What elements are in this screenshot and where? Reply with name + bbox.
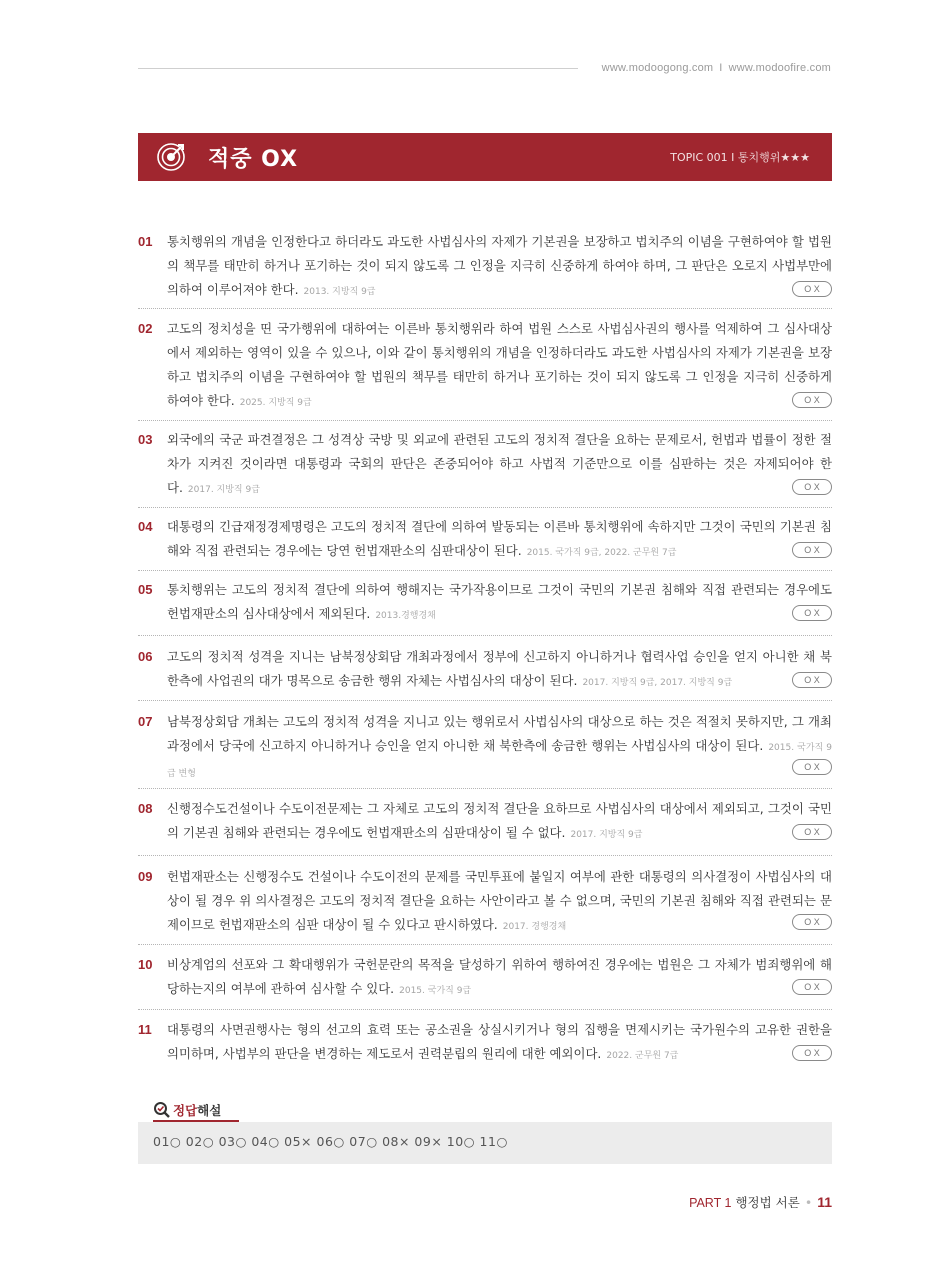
divider	[138, 507, 832, 508]
question-number: 06	[138, 649, 153, 664]
part-label: PART 1	[689, 1196, 732, 1210]
question-number: 09	[138, 869, 153, 884]
page-footer	[689, 1193, 832, 1211]
question-text: 외국에의 국군 파견결정은 그 성격상 국방 및 외교에 관련된 고도의 정치적 결단을 요하는 문제로서, 헌법과 법률이 정한 절차가 지켜진 것이라면 대통령과 국회의 판단은 존중되어야 하고 사법적 기준만으로 이를 심판하는 것은 자제되어야 한다. 2017. 지방직 9급	[167, 432, 832, 495]
divider	[138, 855, 832, 856]
question-source: 2017. 지방직 9급, 2017. 지방직 9급	[582, 678, 733, 688]
question-text: 헌법재판소는 신행정수도 건설이나 수도이전의 문제를 국민투표에 붙일지 여부에 관한 대통령의 의사결정이 사법심사의 대상이 될 경우 위 의사결정은 고도의 정치적 결단을 요하는 사안이라고 볼 수 없으며, 국민의 기본권 침해와 직접 관련되는 문제이므로 헌법재판소의 심판 대상이 될 수 있다고 판시하였다. 2017. 경행경채	[167, 869, 832, 932]
question-text: 통치행위는 고도의 정치적 결단에 의하여 행해지는 국가작용이므로 그것이 국민의 기본권 침해와 직접 관련되는 경우에도 헌법재판소의 심사대상에서 제외된다. 2013.경행경채	[167, 582, 832, 621]
ox-toggle[interactable]: O X	[792, 824, 832, 840]
divider	[138, 788, 832, 789]
ox-toggle[interactable]: O X	[792, 281, 832, 297]
topic-label: TOPIC 001 I 통치행위★★★	[670, 151, 810, 164]
divider	[138, 570, 832, 571]
ox-toggle[interactable]: O X	[792, 759, 832, 775]
question-text: 통치행위의 개념을 인정한다고 하더라도 과도한 사법심사의 자제가 기본권을 보장하고 법치주의 이념을 구현하여야 할 법원의 책무를 태만히 하거나 포기하는 것이 되지 않도록 그 인정을 지극히 신중하게 하여야 하며, 그 판단은 오로지 사법부만에 의하여 이루어져야 한다. 2013. 지방직 9급	[167, 234, 832, 297]
question-source: 2017. 지방직 9급	[187, 485, 260, 495]
question-number: 04	[138, 519, 153, 534]
ox-toggle[interactable]: O X	[792, 605, 832, 621]
target-icon	[156, 142, 186, 172]
ox-toggle[interactable]: O X	[792, 914, 832, 930]
question-text: 비상계엄의 선포와 그 확대행위가 국헌문란의 목적을 달성하기 위하여 행하여진 경우에는 법원은 그 자체가 범죄행위에 해당하는지의 여부에 관하여 심사할 수 있다. 2015. 국가직 9급	[167, 957, 832, 996]
question-source: 2015. 국가직 9급	[399, 986, 472, 996]
question-source: 2017. 경행경채	[502, 922, 567, 932]
ox-toggle[interactable]: O X	[792, 1045, 832, 1061]
question-source: 2013.경행경채	[375, 611, 436, 621]
answer-box	[138, 1122, 832, 1164]
question-number: 05	[138, 582, 153, 597]
footer-dot: •	[804, 1195, 813, 1210]
site-separator: I	[719, 62, 723, 74]
magnifier-icon	[153, 1101, 171, 1119]
question-number: 03	[138, 432, 153, 447]
question-text: 고도의 정치성을 띤 국가행위에 대하여는 이른바 통치행위라 하여 법원 스스로 사법심사권의 행사를 억제하여 그 심사대상에서 제외하는 영역이 있을 수 있으나, 이와 같이 통치행위의 개념을 인정하더라도 과도한 사법심사의 자제가 기본권을 보장하고 법치주의 이념을 구현하여야 할 법원의 책무를 태만히 하거나 포기하는 것이 되지 않도록 그 인정을 지극히 신중하게 하여야 한다. 2025. 지방직 9급	[167, 321, 832, 408]
answer-key: 01○ 02○ 03○ 04○ 05× 06○ 07○ 08× 09× 10○ 11○	[153, 1134, 508, 1149]
question-text: 남북정상회담 개최는 고도의 정치적 성격을 지니고 있는 행위로서 사법심사의 대상으로 하는 것은 적절치 못하지만, 그 개최과정에서 당국에 신고하지 아니하거나 승인을 얻지 아니한 채 북한측에 송금한 행위는 사법심사의 대상이 된다. 2015. 국가직 9급 변형	[167, 714, 832, 779]
question-number: 08	[138, 801, 153, 816]
divider	[138, 420, 832, 421]
section-banner	[138, 133, 832, 181]
question-number: 11	[138, 1022, 152, 1037]
site-urls	[602, 62, 831, 74]
ox-toggle[interactable]: O X	[792, 672, 832, 688]
question-source: 2022. 군무원 7급	[606, 1051, 679, 1061]
header-rule	[138, 68, 578, 69]
question-source: 2013. 지방직 9급	[303, 287, 376, 297]
answer-title: 정답해설	[173, 1103, 222, 1118]
question-number: 02	[138, 321, 153, 336]
question-text: 대통령의 사면권행사는 형의 선고의 효력 또는 공소권을 상실시키거나 형의 집행을 면제시키는 국가원수의 고유한 권한을 의미하며, 사법부의 판단을 변경하는 제도로서 권력분립의 원리에 대한 예외이다. 2022. 군무원 7급	[167, 1022, 832, 1061]
question-source: 2017. 지방직 9급	[570, 830, 643, 840]
site-left-link[interactable]: www.modoogong.com	[601, 62, 714, 74]
ox-toggle[interactable]: O X	[792, 479, 832, 495]
divider	[138, 700, 832, 701]
question-source: 2025. 지방직 9급	[239, 398, 312, 408]
question-source: 2015. 국가직 9급, 2022. 군무원 7급	[526, 548, 677, 558]
divider	[138, 944, 832, 945]
divider	[138, 308, 832, 309]
question-number: 07	[138, 714, 153, 729]
divider	[138, 635, 832, 636]
ox-toggle[interactable]: O X	[792, 979, 832, 995]
question-number: 10	[138, 957, 153, 972]
page-number: 11	[817, 1194, 832, 1210]
question-text: 고도의 정치적 성격을 지니는 남북정상회담 개최과정에서 정부에 신고하지 아니하거나 협력사업 승인을 얻지 아니한 채 북한측에 사업권의 대가 명목으로 송금한 행위 자체는 사법심사의 대상이 된다. 2017. 지방직 9급, 2017. 지방직 9급	[167, 649, 832, 688]
site-right-link[interactable]: www.modoofire.com	[728, 62, 831, 74]
question-number: 01	[138, 234, 153, 249]
banner-title: 적중 OX	[208, 147, 299, 172]
question-text: 신행정수도건설이나 수도이전문제는 그 자체로 고도의 정치적 결단을 요하므로 사법심사의 대상에서 제외되고, 그것이 국민의 기본권 침해와 관련되는 경우에도 헌법재판소의 심판대상이 될 수 없다. 2017. 지방직 9급	[167, 801, 832, 840]
question-text: 대통령의 긴급재정경제명령은 고도의 정치적 결단에 의하여 발동되는 이른바 통치행위에 속하지만 그것이 국민의 기본권 침해와 직접 관련되는 경우에는 당연 헌법재판소의 심판대상이 된다. 2015. 국가직 9급, 2022. 군무원 7급	[167, 519, 832, 558]
ox-toggle[interactable]: O X	[792, 542, 832, 558]
divider	[138, 1009, 832, 1010]
question-source: 2015. 국가직 9급 변형	[167, 743, 832, 779]
part-title: 행정법 서론	[735, 1195, 800, 1210]
ox-toggle[interactable]: O X	[792, 392, 832, 408]
